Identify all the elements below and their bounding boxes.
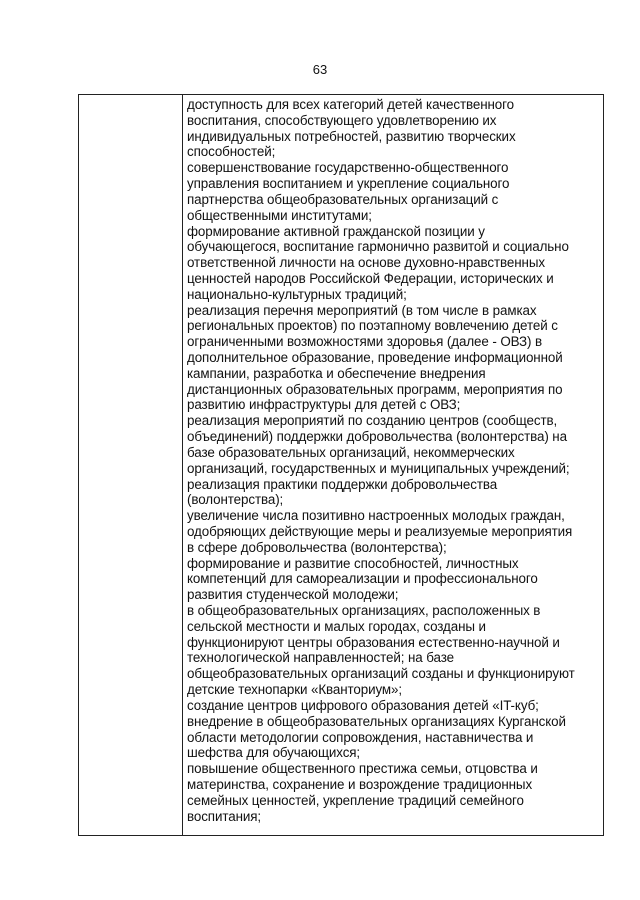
table-left-cell	[79, 95, 183, 835]
text-line: дистанционных образовательных программ, мероприятия по	[187, 381, 563, 397]
table-text-cell	[183, 95, 603, 835]
text-line: шефства для обучающихся;	[187, 745, 361, 761]
text-line: ответственной личности на основе духовно-нравственных	[187, 255, 545, 271]
text-line: ценностей народов Российской Федерации, исторических и	[187, 270, 554, 286]
text-line: в сфере добровольчества (волонтерства);	[187, 539, 447, 555]
text-line: управления воспитанием и укрепление социального	[187, 176, 510, 192]
text-line: индивидуальных потребностей, развитию творческих	[187, 128, 516, 144]
text-line: в общеобразовательных организациях, расположенных в	[187, 603, 541, 618]
text-line: воспитания;	[187, 808, 262, 824]
page-number: 63	[312, 62, 328, 77]
text-line: развитию инфраструктуры для детей с ОВЗ;	[187, 397, 461, 413]
text-line: функционируют центры образования естественно-научной и	[187, 634, 560, 650]
text-line: общеобразовательных организаций созданы и функционируют	[187, 666, 575, 682]
text-line: одобряющих действующие меры и реализуемые мероприятия	[187, 523, 573, 539]
text-line: детские технопарки «Кванториум»;	[187, 682, 403, 698]
document-table	[78, 94, 604, 836]
text-line: региональных проектов) по поэтапному вовлечению детей с	[187, 318, 558, 334]
text-line: совершенствование государственно-общественного	[187, 160, 509, 176]
text-line: партнерства общеобразовательных организаций с	[187, 191, 499, 207]
text-line: реализация практики поддержки добровольчества	[187, 476, 498, 492]
text-line: создание центров цифрового образования детей «IT-куб;	[187, 697, 539, 713]
text-line: ограниченными возможностями здоровья (далее - ОВЗ) в	[187, 334, 543, 350]
text-line: воспитания, способствующего удовлетворению их	[187, 112, 497, 128]
text-line: реализация мероприятий по созданию центров (сообществ,	[187, 413, 558, 429]
text-line: сельской местности и малых городах, созданы и	[187, 618, 486, 634]
text-line: общественными институтами;	[187, 207, 372, 223]
text-line: технологической направленностей; на базе	[187, 650, 454, 666]
text-line: обучающегося, воспитание гармонично развитой и социально	[187, 239, 569, 255]
text-line: увеличение числа позитивно настроенных молодых граждан,	[187, 508, 565, 524]
text-line: (волонтерства);	[187, 492, 284, 508]
text-line: формирование активной гражданской позиции у	[187, 223, 485, 239]
text-line: внедрение в общеобразовательных организациях Курганской	[187, 713, 566, 729]
text-line: повышение общественного престижа семьи, отцовства и	[187, 761, 538, 777]
text-line: формирование и развитие способностей, личностных	[187, 555, 519, 571]
text-line: семейных ценностей, укрепление традиций семейного	[187, 792, 524, 808]
text-line: материнства, сохранение и возрождение традиционных	[187, 776, 533, 792]
text-line: области методологии сопровождения, наставничества и	[187, 729, 534, 745]
text-line: объединений) поддержки добровольчества (волонтерства) на	[187, 429, 567, 445]
text-line: доступность для всех категорий детей качественного	[187, 97, 514, 112]
text-line: дополнительное образование, проведение информационной	[187, 350, 563, 365]
text-line: кампании, разработка и обеспечение внедрения	[187, 365, 486, 381]
text-line: реализация перечня мероприятий (в том числе в рамках	[187, 302, 537, 318]
text-line: национально-культурных традиций;	[187, 286, 407, 302]
text-line: компетенций для самореализации и профессионального	[187, 571, 538, 587]
text-line: развития студенческой молодежи;	[187, 587, 399, 603]
text-line: организаций, государственных и муниципальных учреждений;	[187, 460, 570, 476]
text-line: базе образовательных организаций, некоммерческих	[187, 444, 515, 460]
text-line: способностей;	[187, 144, 276, 160]
